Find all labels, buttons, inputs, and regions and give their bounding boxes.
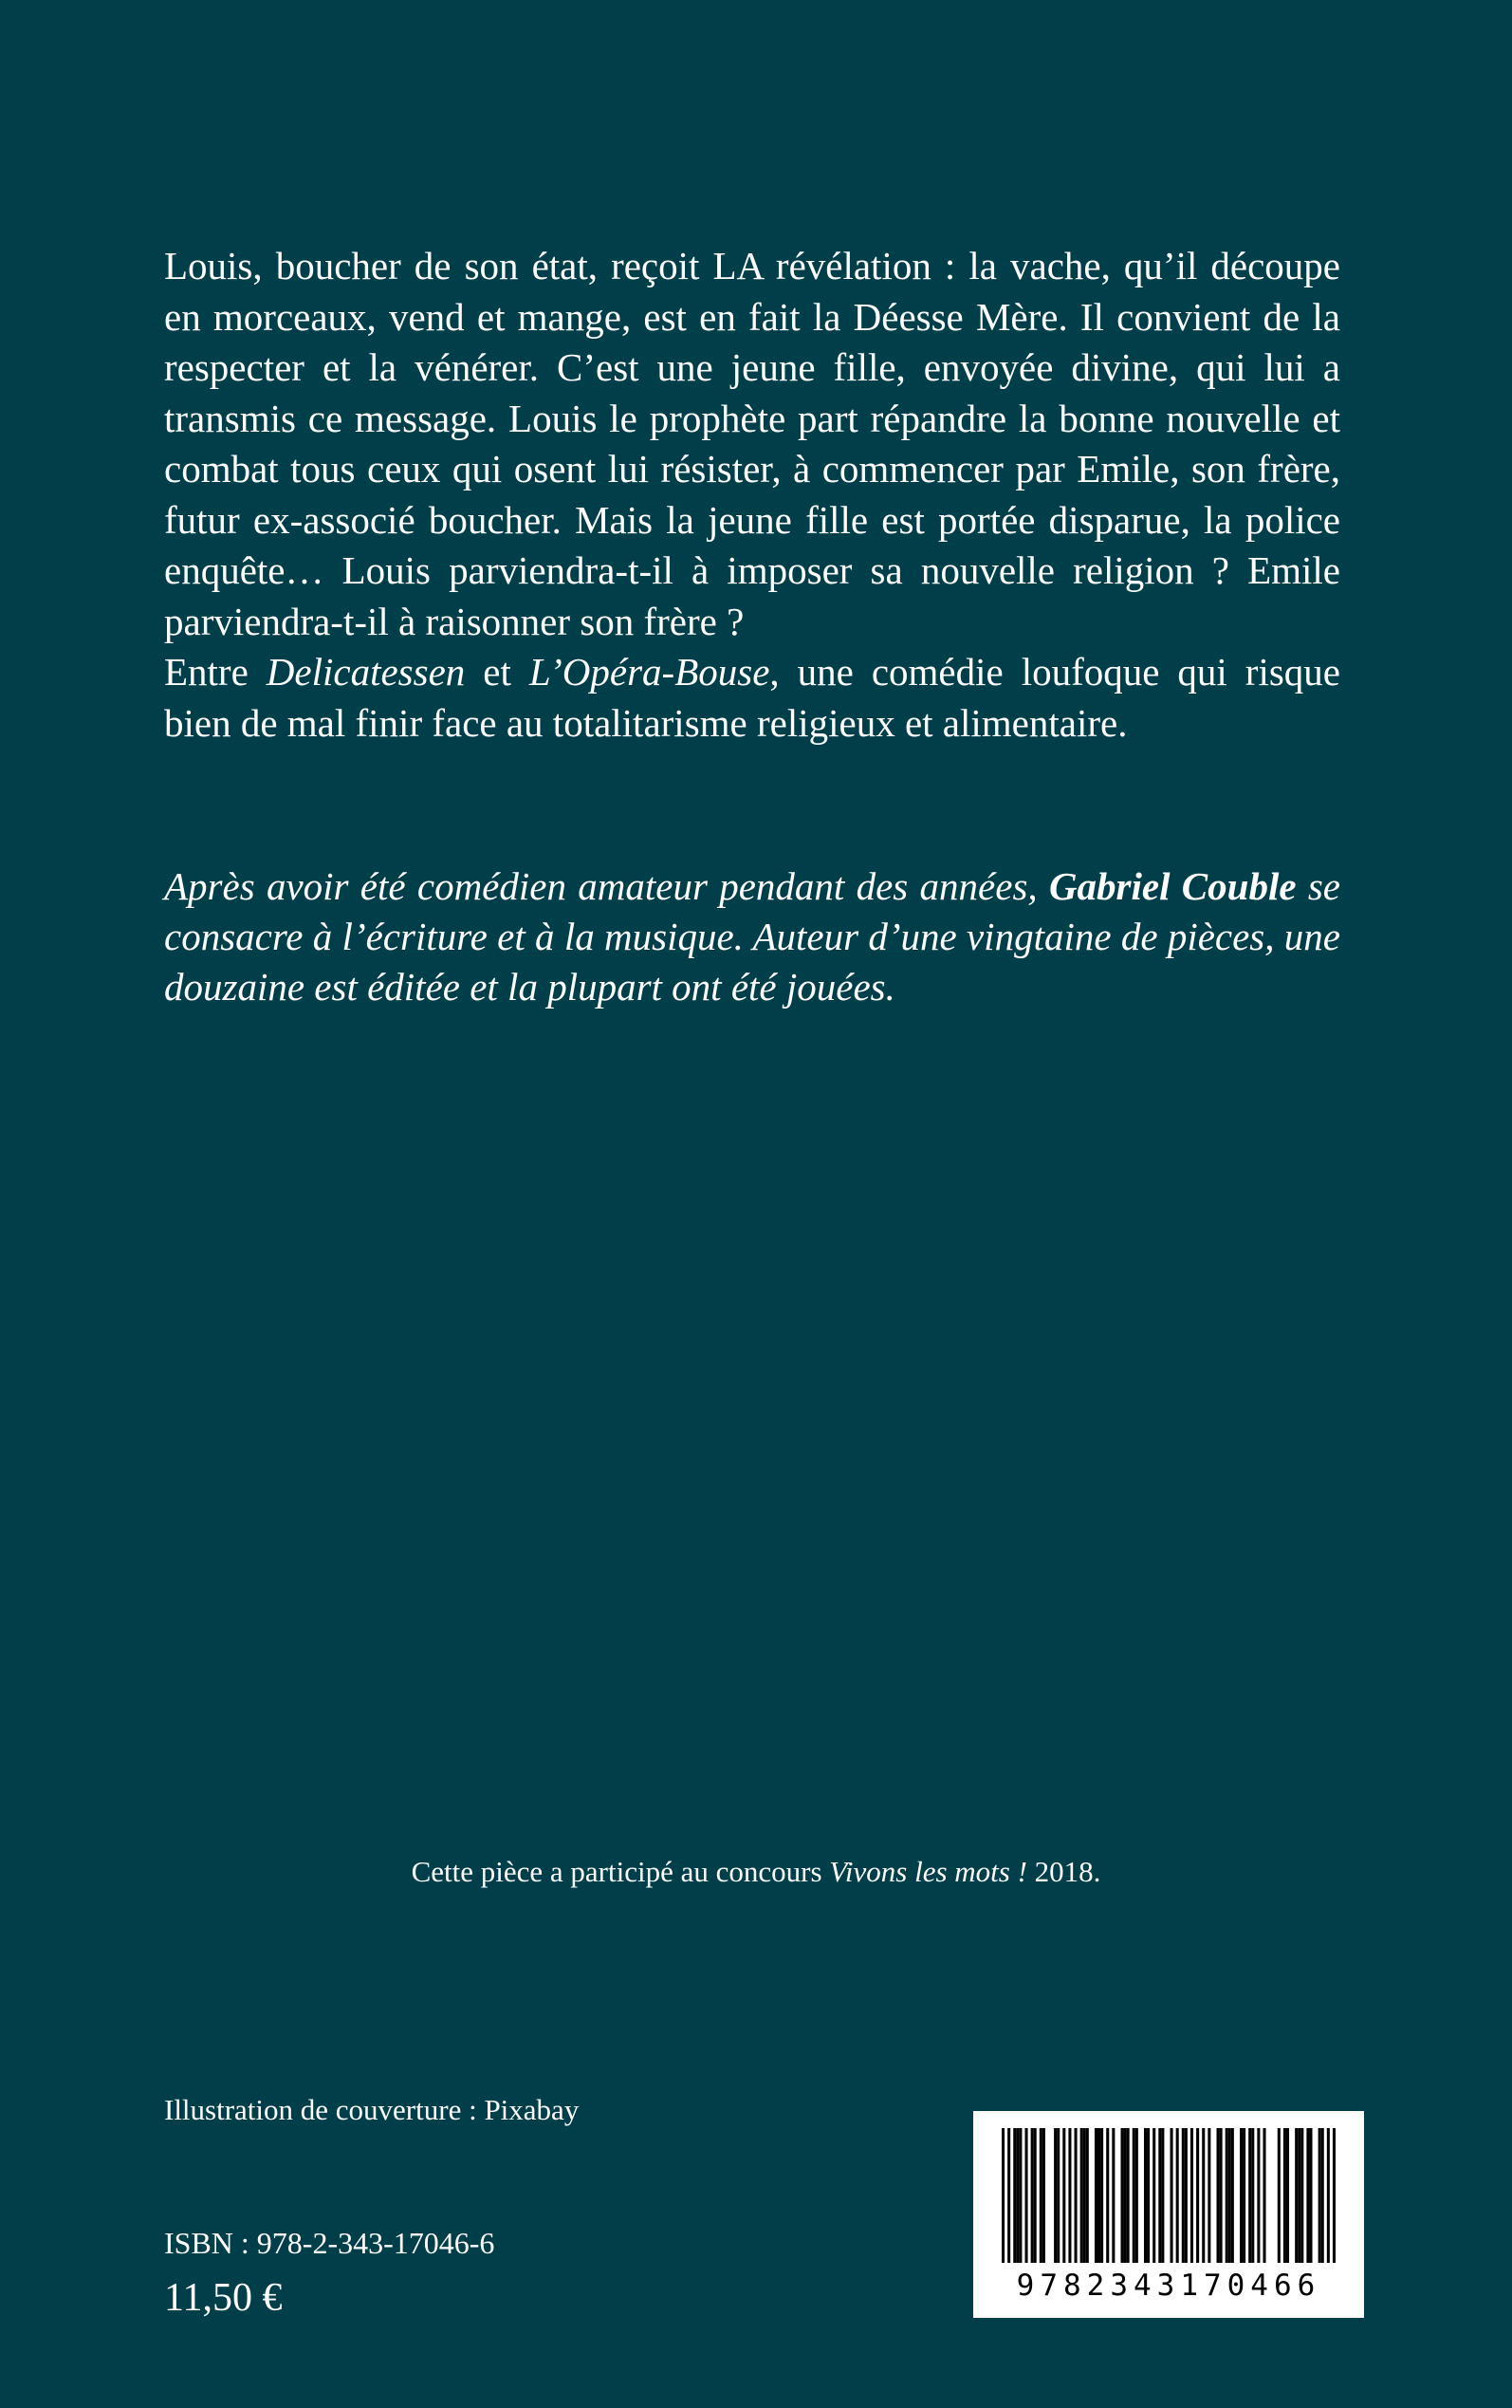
barcode-bar [1220, 2128, 1223, 2263]
barcode-bar [1240, 2128, 1243, 2263]
barcode-bar [1040, 2128, 1042, 2263]
barcode-bar [1327, 2128, 1330, 2263]
author-bio [164, 861, 1340, 1012]
barcode-bar [1112, 2128, 1115, 2263]
barcode-bar [1231, 2128, 1234, 2263]
barcode-bar [1158, 2128, 1161, 2263]
barcode-bar [1182, 2128, 1185, 2263]
barcode-bar [1251, 2128, 1254, 2263]
barcode-bar [1135, 2128, 1138, 2263]
barcode-bar [1152, 2128, 1155, 2263]
barcode-bar [1013, 2128, 1016, 2263]
barcode-bar [1054, 2128, 1057, 2263]
barcode-bar [1257, 2128, 1260, 2263]
film-title-opera-bouse: L’Opéra-Bouse [528, 650, 770, 694]
barcode-bar [1278, 2128, 1281, 2263]
barcode-bar [1097, 2128, 1100, 2263]
bio-text: Après avoir été comédien amateur pendant des années, [164, 864, 1049, 908]
price: 11,50 € [164, 2276, 283, 2320]
film-title-delicatessen: Delicatessen [266, 650, 466, 694]
barcode-bar [1007, 2128, 1010, 2263]
barcode-bar [1124, 2128, 1127, 2263]
barcode-bar [1019, 2128, 1022, 2263]
barcode-bar [1283, 2128, 1286, 2263]
barcode-bar [1190, 2128, 1193, 2263]
barcode-digits: 9782343170466 [1016, 2269, 1321, 2303]
contest-year: 2018. [1026, 1855, 1101, 1888]
isbn: ISBN : 978-2-343-17046-6 [164, 2226, 495, 2260]
barcode-bar [1228, 2128, 1231, 2263]
synopsis [164, 241, 1340, 749]
contest-text: Cette pièce a participé au concours [411, 1855, 830, 1888]
barcode-bar [1226, 2128, 1228, 2263]
barcode-bar [1127, 2128, 1130, 2263]
barcode-bar [1016, 2128, 1019, 2263]
barcode-bar [1002, 2128, 1005, 2263]
synopsis-text: et [465, 650, 529, 694]
barcode-bar [1248, 2128, 1251, 2263]
barcode-bar [1075, 2128, 1078, 2263]
barcode-bar [1306, 2128, 1309, 2263]
barcode-bar [1217, 2128, 1220, 2263]
barcode-bar [1298, 2128, 1300, 2263]
barcode-bar [1083, 2128, 1086, 2263]
barcode-bar [1300, 2128, 1303, 2263]
barcode-bar [1171, 2128, 1173, 2263]
barcode-bar [1080, 2128, 1083, 2263]
barcode-bar [1095, 2128, 1097, 2263]
barcode-bar [1133, 2128, 1135, 2263]
barcode-bar [1208, 2128, 1210, 2263]
barcode-bar [1100, 2128, 1103, 2263]
barcode-bar [1202, 2128, 1205, 2263]
barcode-bar [1034, 2128, 1037, 2263]
barcode-bar [1161, 2128, 1164, 2263]
contest-note [0, 1855, 1512, 1889]
barcode-bar [1106, 2128, 1109, 2263]
barcode-bar [1068, 2128, 1071, 2263]
barcode-bar [1196, 2128, 1199, 2263]
barcode-bar [1263, 2128, 1265, 2263]
barcode-bar [1144, 2128, 1147, 2263]
barcode-bar [1121, 2128, 1124, 2263]
barcode-bar [1318, 2128, 1321, 2263]
barcode-bar [1286, 2128, 1289, 2263]
synopsis-text: Entre [164, 650, 267, 694]
barcode-bar [1309, 2128, 1312, 2263]
barcode [973, 2111, 1364, 2318]
author-name: Gabriel Couble [1048, 864, 1297, 908]
barcode-bar [1176, 2128, 1179, 2263]
barcode-bar [1086, 2128, 1089, 2263]
barcode-bar [1333, 2128, 1336, 2263]
barcode-bar [1185, 2128, 1188, 2263]
illustration-credit: Illustration de couverture : Pixabay [164, 2093, 580, 2126]
barcode-bar [1024, 2128, 1027, 2263]
barcode-bar [1042, 2128, 1045, 2263]
barcode-bar [1243, 2128, 1245, 2263]
barcode-bar [1031, 2128, 1034, 2263]
synopsis-paragraph-1: Louis, boucher de son état, reçoit LA révélation : la vache, qu’il découpe en morceaux, vend et mange, est en fait la Déesse Mère. Il convient de la respecter et la vénérer. C’est une jeune fille, envoyée divine, qui lui a transmis ce message. Louis le prophète part répandre la bonne nouvelle et combat tous ceux qui osent lui résister, à commencer par Emile, son frère, futur ex-associé boucher. Mais la jeune fille est portée disparue, la police enquête… Louis parviendra-t-il à imposer sa nouvelle religion ? Emile parviendra-t-il à raisonner son frère ? [164, 244, 1340, 643]
synopsis-paragraph-2 [164, 647, 1340, 749]
barcode-bar [1147, 2128, 1150, 2263]
synopsis-text: , une comédie loufoque qui risque bien de mal finir face au totalitarisme religieux et alimentaire. [164, 650, 1341, 745]
barcode-bar [1062, 2128, 1065, 2263]
contest-title: Vivons les mots ! [829, 1855, 1027, 1888]
barcode-bar [1295, 2128, 1298, 2263]
barcode-bar [1057, 2128, 1060, 2263]
bio-text: se consacre à l’écriture et à la musique. Auteur d’une vingtaine de pièces, une douzaine est éditée et la plupart ont été jouées. [164, 864, 1340, 1009]
barcode-bar [1321, 2128, 1324, 2263]
